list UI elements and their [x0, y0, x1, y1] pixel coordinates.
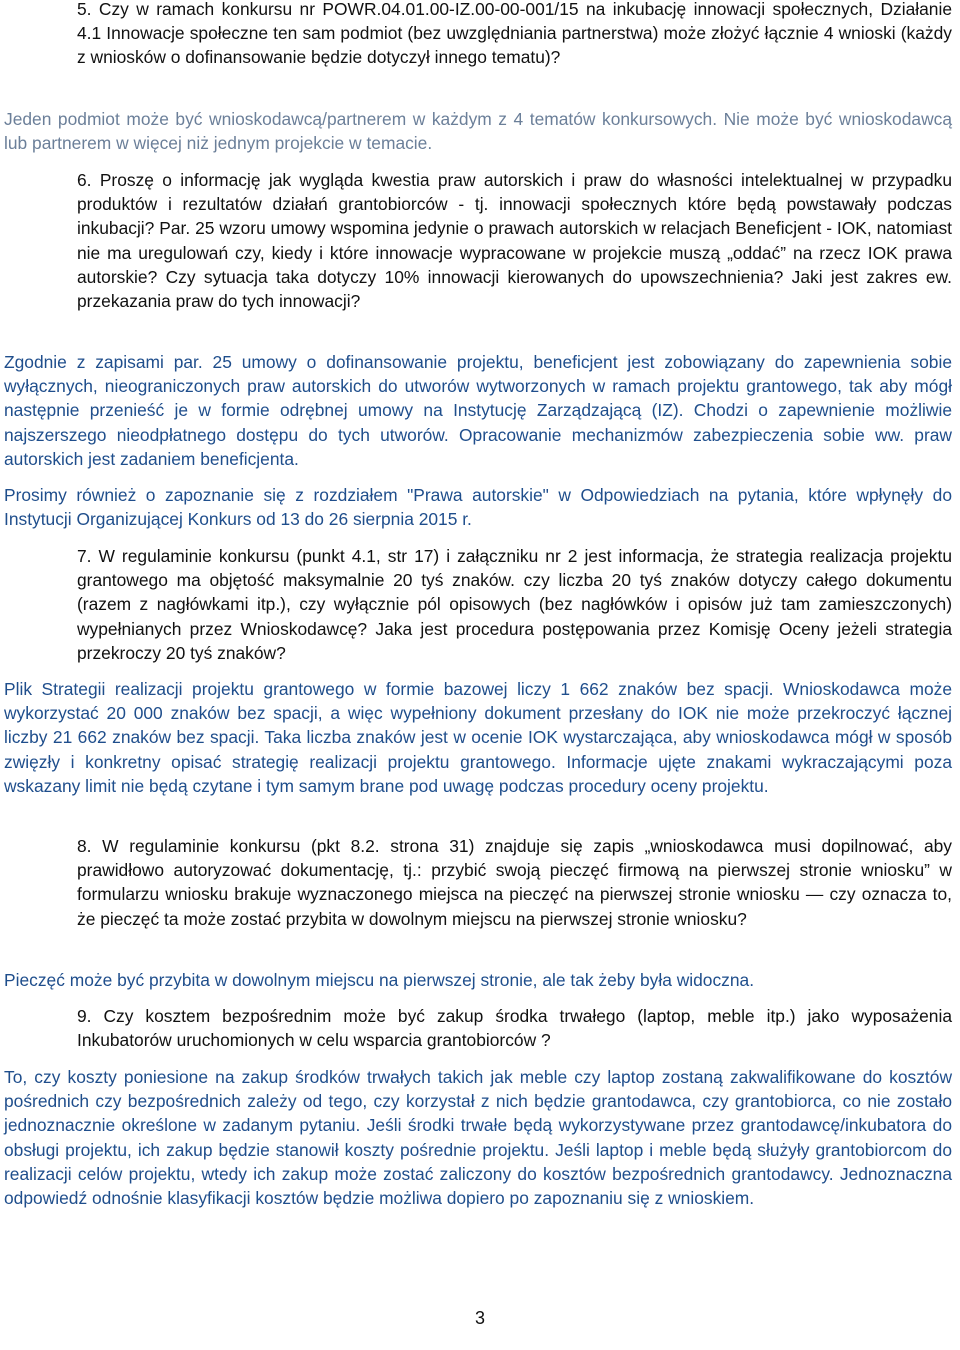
answer-6-part-1: Zgodnie z zapisami par. 25 umowy o dofinansowanie projektu, beneficjent jest zobowiązany do zapewnienia sobie wyłącznych, nieograniczonych praw autorskich do utworów wytworzonych w ramach projektu grantowego, tak aby mógł następnie przenieść je w formie odrębnej umowy na Instytucję Zarządzającą (IZ). Chodzi o zapewnienie możliwie najszerszego nieodpłatnego dostępu do tych utworów. Opracowanie mechanizmów zabezpieczenia sobie ww. praw autorskich jest zadaniem beneficjenta.: [4, 352, 952, 469]
answer-8: Pieczęć może być przybita w dowolnym miejscu na pierwszej stronie, ale tak żeby była widoczna.: [4, 970, 755, 990]
answer-9: To, czy koszty poniesione na zakup środków trwałych takich jak meble czy laptop zostaną zakwalifikowane do kosztów pośrednich czy bezpośrednich zależy od tego, czy korzystał z nich będzie grantodawca, czy grantobiorca, co nie zostało jednoznacznie określone w zadanym pytaniu. Jeśli środki trwałe będą wykorzystywane przez grantodawcę/inkubatora do obsługi projektu, ich zakup będzie stanowił koszty pośrednie projektu. Jeśli laptop i meble będą służyły grantobiorcom do realizacji celów projektu, wtedy ich zakup może zostać zaliczony do kosztów bezpośrednich grantodawcy. Jednoznaczna odpowiedź odnośnie klasyfikacji kosztów będzie możliwa dopiero po zapoznaniu się z wnioskiem.: [4, 1067, 952, 1209]
question-6: 6. Proszę o informację jak wygląda kwestia praw autorskich i praw do własności intelektualnej w przypadku produktów i rezultatów działań grantobiorców - tj. innowacji społecznych które będą powstawały podczas inkubacji? Par. 25 wzoru umowy wspomina jedynie o prawach autorskich w relacjach Beneficjent - IOK, natomiast nie ma uregulowań czy, kiedy i które innowacje wypracowane w projekcie muszą „oddać” na rzecz IOK prawa autorskie? Czy sytuacja taka dotyczy 10% innowacji kierowanych do upowszechnienia? Jaki jest zakres ew. przekazania praw do tych innowacji?: [77, 170, 952, 312]
question-5: 5. Czy w ramach konkursu nr POWR.04.01.00-IZ.00-00-001/15 na inkubację innowacji społecznych, Działanie 4.1 Innowacje społeczne ten sam podmiot (bez uwzględniania partnerstwa) może złożyć łącznie 4 wnioski (każdy z wniosków o dofinansowanie będzie dotyczył innego tematu)?: [77, 0, 952, 68]
answer-7: Plik Strategii realizacji projektu grantowego w formie bazowej liczy 1 662 znaków bez spacji. Wnioskodawca może wykorzystać 20 000 znaków bez spacji, a więc wypełniony dokument przesłany do IOK nie może przekroczyć łącznej liczby 21 662 znaków bez spacji. Taka liczba znaków jest w ocenie IOK wystarczająca, aby wnioskodawca mógł w sposób zwięzły i konkretny opisać strategię realizacji projektu grantowego. Informacje ujęte znakami wykraczającymi poza wskazany limit nie będą czytane i tym samym brane pod uwagę podczas procedury oceny projektu.: [4, 679, 952, 796]
page-number: 3: [474, 1308, 485, 1328]
answer-6-part-2: Prosimy również o zapoznanie się z rozdziałem "Prawa autorskie" w Odpowiedziach na pytania, które wpłynęły do Instytucji Organizującej Konkurs od 13 do 26 sierpnia 2015 r.: [4, 485, 952, 530]
question-8: 8. W regulaminie konkursu (pkt 8.2. strona 31) znajduje się zapis „wnioskodawca musi dopilnować, aby prawidłowo autoryzować dokumentację, tj.: przybić swoją pieczęć firmową na pierwszej stronie wniosku” w formularzu wniosku brakuje wyznaczonego miejsca na pieczęć na pierwszej stronie wniosku — czy oznacza to, że pieczęć ta może zostać przybita w dowolnym miejscu na pierwszej stronie wniosku?: [77, 836, 952, 929]
answer-5: Jeden podmiot może być wnioskodawcą/partnerem w każdym z 4 tematów konkursowych. Nie może być wnioskodawcą lub partnerem w więcej niż jednym projekcie w temacie.: [4, 109, 952, 154]
question-7: 7. W regulaminie konkursu (punkt 4.1, str 17) i załączniku nr 2 jest informacja, że strategia realizacja projektu grantowego ma objętość maksymalnie 20 tyś znaków. czy liczba 20 tyś znaków dotyczy całego dokumentu (razem z nagłówkami itp.), czy wyłącznie pól opisowych (bez nagłówków i opisów już tam zamieszczonych) wypełnianych przez Wnioskodawcę? Jaka jest procedura postępowania przez Komisję Oceny jeżeli strategia przekroczy 20 tyś znaków?: [77, 546, 952, 663]
question-9: 9. Czy kosztem bezpośrednim może być zakup środka trwałego (laptop, meble itp.) jako wyposażenia Inkubatorów uruchomionych w celu wsparcia grantobiorców ?: [77, 1006, 952, 1051]
